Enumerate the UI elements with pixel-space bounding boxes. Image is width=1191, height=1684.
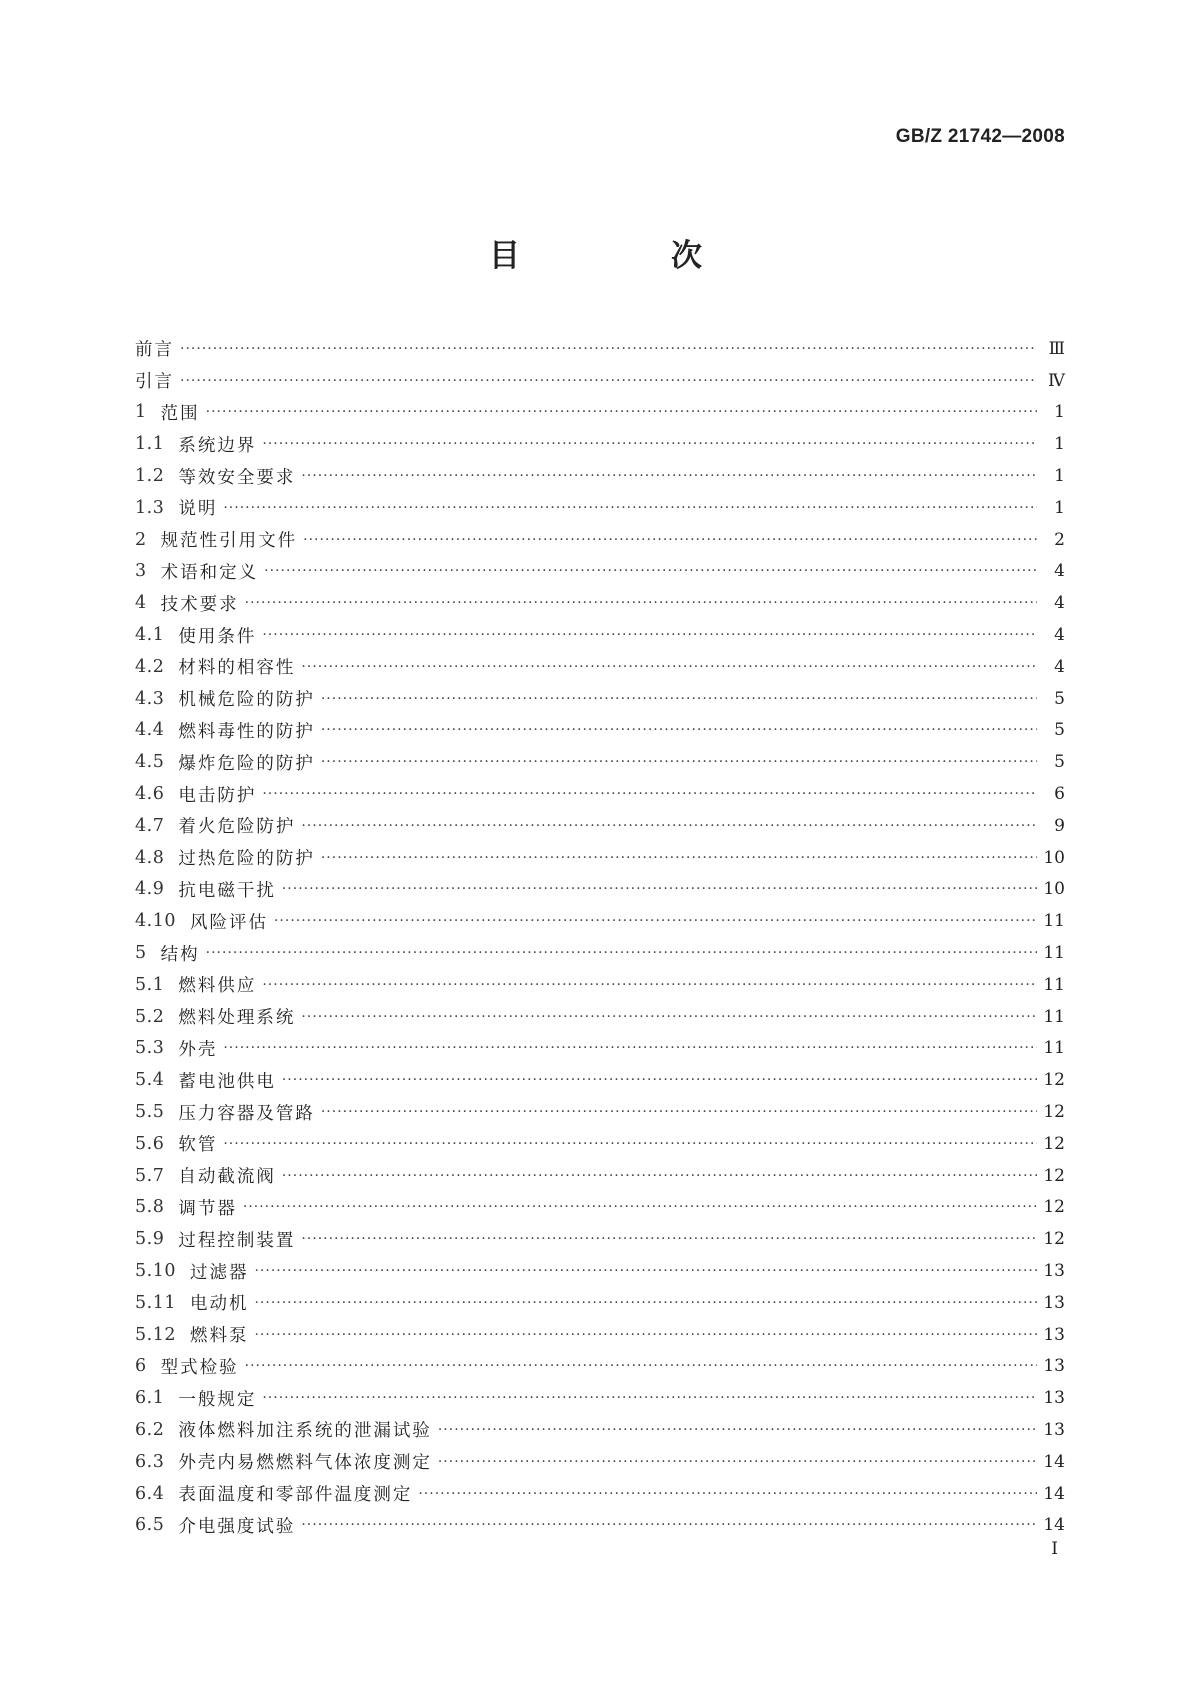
toc-entry-page: 13 bbox=[1043, 1356, 1065, 1377]
toc-entry-label: 材料的相容性 bbox=[178, 658, 296, 679]
toc-entry-label: 过滤器 bbox=[189, 1262, 249, 1283]
dot-leader bbox=[303, 532, 1037, 548]
toc-entry[interactable] bbox=[135, 874, 1065, 906]
toc-entry-label: 着火危险防护 bbox=[178, 817, 296, 838]
toc-entry-number: 5.4 bbox=[135, 1070, 165, 1091]
toc-entry-page: 1 bbox=[1054, 497, 1065, 518]
dot-leader bbox=[321, 691, 1037, 707]
toc-entry[interactable] bbox=[135, 1160, 1065, 1192]
toc-entry-number: 6.3 bbox=[135, 1451, 165, 1472]
dot-leader bbox=[321, 1104, 1037, 1120]
dot-leader bbox=[282, 1168, 1037, 1184]
toc-entry-page: 5 bbox=[1054, 688, 1065, 709]
toc-entry-label: 机械危险的防护 bbox=[178, 690, 315, 711]
toc-entry-number: 5.5 bbox=[135, 1102, 165, 1123]
toc-entry-page: Ⅳ bbox=[1048, 370, 1065, 391]
toc-entry-page: 11 bbox=[1043, 943, 1065, 964]
toc-entry-number: 3 bbox=[135, 561, 147, 582]
toc-entry-label: 结构 bbox=[160, 944, 200, 965]
dot-leader bbox=[243, 1199, 1037, 1215]
toc-entry[interactable] bbox=[135, 905, 1065, 937]
toc-entry-number: 1.2 bbox=[135, 466, 165, 487]
toc-entry[interactable] bbox=[135, 746, 1065, 778]
dot-leader bbox=[223, 1136, 1037, 1152]
toc-entry-page: 13 bbox=[1043, 1324, 1065, 1345]
toc-entry-page: 9 bbox=[1054, 815, 1065, 836]
toc-entry-label: 软管 bbox=[178, 1135, 218, 1156]
dot-leader bbox=[254, 1327, 1037, 1343]
toc-entry[interactable] bbox=[135, 1064, 1065, 1096]
dot-leader bbox=[223, 500, 1037, 516]
toc-entry-label: 术语和定义 bbox=[160, 562, 259, 583]
toc-entry-label: 过热危险的防护 bbox=[178, 849, 315, 870]
dot-leader bbox=[206, 404, 1037, 420]
toc-entry-number: 4.10 bbox=[135, 911, 176, 932]
toc-entry-label: 燃料泵 bbox=[189, 1326, 249, 1347]
toc-entry-label: 调节器 bbox=[178, 1198, 237, 1219]
toc-entry-page: 10 bbox=[1043, 879, 1065, 900]
toc-entry-number: 4.7 bbox=[135, 815, 165, 836]
toc-entry[interactable] bbox=[135, 810, 1065, 842]
toc-entry[interactable] bbox=[135, 365, 1065, 397]
toc-entry-page: 5 bbox=[1054, 752, 1065, 773]
toc-entry-number: 4.2 bbox=[135, 656, 165, 677]
dot-leader bbox=[262, 977, 1037, 993]
toc-entry-number: 2 bbox=[135, 529, 147, 550]
toc-entry[interactable] bbox=[135, 842, 1065, 874]
toc-entry-label: 燃料处理系统 bbox=[178, 1008, 296, 1029]
toc-entry-page: 11 bbox=[1043, 911, 1065, 932]
toc-entry[interactable] bbox=[135, 524, 1065, 556]
toc-entry-page: 14 bbox=[1043, 1515, 1065, 1536]
toc-entry[interactable] bbox=[135, 1446, 1065, 1478]
dot-leader bbox=[262, 786, 1037, 802]
toc-entry[interactable] bbox=[135, 1382, 1065, 1414]
dot-leader bbox=[245, 595, 1037, 611]
toc-entry-number: 4.3 bbox=[135, 688, 165, 709]
toc-entry[interactable] bbox=[135, 1287, 1065, 1319]
toc-entry-label: 电动机 bbox=[189, 1294, 249, 1315]
dot-leader bbox=[254, 1295, 1037, 1311]
toc-entry[interactable] bbox=[135, 397, 1065, 429]
dot-leader bbox=[301, 659, 1037, 675]
toc-entry-number: 6 bbox=[135, 1356, 147, 1377]
toc-entry-label: 说明 bbox=[178, 499, 218, 520]
toc-entry-page: 4 bbox=[1054, 656, 1065, 677]
dot-leader bbox=[301, 1517, 1037, 1533]
toc-entry-label: 过程控制装置 bbox=[178, 1230, 296, 1251]
dot-leader bbox=[321, 850, 1037, 866]
toc-entry[interactable] bbox=[135, 1096, 1065, 1128]
toc-entry-number: 5.12 bbox=[135, 1324, 176, 1345]
toc-entry-page: 1 bbox=[1054, 434, 1065, 455]
toc-entry-number: 4 bbox=[135, 593, 147, 614]
dot-leader bbox=[301, 468, 1037, 484]
toc-entry-label: 系统边界 bbox=[178, 435, 257, 456]
toc-entry-label: 外壳内易燃燃料气体浓度测定 bbox=[178, 1453, 432, 1474]
toc-entry-number: 6.5 bbox=[135, 1515, 165, 1536]
dot-leader bbox=[321, 722, 1037, 738]
toc-entry-page: 12 bbox=[1043, 1165, 1065, 1186]
toc-entry-number: 5.7 bbox=[135, 1165, 165, 1186]
toc-entry[interactable] bbox=[135, 683, 1065, 715]
toc-entry-label: 引言 bbox=[135, 372, 174, 393]
toc-entry-number: 5.1 bbox=[135, 974, 165, 995]
toc-entry[interactable] bbox=[135, 1351, 1065, 1383]
toc-entry-label: 等效安全要求 bbox=[178, 467, 296, 488]
toc-entry-label: 型式检验 bbox=[160, 1357, 239, 1378]
toc-entry-page: 13 bbox=[1043, 1261, 1065, 1281]
toc-entry-page: 14 bbox=[1043, 1483, 1065, 1504]
toc-entry[interactable] bbox=[135, 715, 1065, 747]
toc-entry-number: 5 bbox=[135, 943, 147, 964]
toc-entry-label: 技术要求 bbox=[160, 594, 239, 615]
toc-entry-label: 蓄电池供电 bbox=[178, 1071, 276, 1092]
toc-entry[interactable] bbox=[135, 333, 1065, 365]
toc-entry[interactable] bbox=[135, 1319, 1065, 1351]
toc-entry-number: 6.4 bbox=[135, 1483, 165, 1504]
toc-entry-label: 自动截流阀 bbox=[178, 1167, 276, 1188]
toc-entry[interactable] bbox=[135, 492, 1065, 524]
dot-leader bbox=[180, 373, 1037, 389]
toc-entry-page: 4 bbox=[1054, 561, 1065, 582]
toc-entry-number: 4.8 bbox=[135, 847, 165, 868]
toc-entry[interactable] bbox=[135, 969, 1065, 1001]
toc-entry-page: 5 bbox=[1054, 720, 1065, 741]
toc-entry-page: 14 bbox=[1043, 1451, 1065, 1472]
page-title: 目 次 bbox=[489, 238, 762, 274]
toc-entry-page: 4 bbox=[1054, 593, 1065, 614]
toc-entry-number: 6.1 bbox=[135, 1388, 165, 1409]
toc-entry[interactable] bbox=[135, 1509, 1065, 1541]
dot-leader bbox=[301, 1009, 1037, 1025]
toc-entry-page: 12 bbox=[1043, 1102, 1065, 1123]
dot-leader bbox=[254, 1263, 1037, 1279]
toc-entry-label: 爆炸危险的防护 bbox=[178, 753, 315, 774]
toc-entry-page: 12 bbox=[1043, 1133, 1065, 1154]
dot-leader bbox=[301, 818, 1037, 834]
toc-entry-page: 2 bbox=[1054, 529, 1065, 550]
dot-leader bbox=[418, 1486, 1037, 1502]
toc-entry[interactable] bbox=[135, 587, 1065, 619]
toc-entry-page: 4 bbox=[1054, 625, 1065, 646]
dot-leader bbox=[438, 1422, 1037, 1438]
toc-entry-page: 12 bbox=[1043, 1197, 1065, 1218]
toc-entry-label: 范围 bbox=[160, 403, 200, 424]
toc-entry-page: Ⅲ bbox=[1048, 338, 1065, 359]
toc-entry-label: 压力容器及管路 bbox=[178, 1103, 315, 1124]
toc-entry-page: 6 bbox=[1054, 784, 1065, 805]
toc-entry-number: 4.6 bbox=[135, 784, 165, 805]
dot-leader bbox=[206, 945, 1037, 961]
toc-entry-number: 4.1 bbox=[135, 625, 165, 646]
toc-entry[interactable] bbox=[135, 1414, 1065, 1446]
toc-entry-label: 一般规定 bbox=[178, 1389, 257, 1410]
toc-entry-label: 燃料毒性的防护 bbox=[178, 721, 315, 742]
dot-leader bbox=[180, 341, 1037, 357]
toc-entry-label: 外壳 bbox=[178, 1039, 218, 1060]
toc-entry-page: 13 bbox=[1043, 1292, 1065, 1313]
toc-entry[interactable] bbox=[135, 460, 1065, 492]
toc-entry-number: 5.6 bbox=[135, 1133, 165, 1154]
toc-entry-number: 5.3 bbox=[135, 1038, 165, 1059]
toc-entry-page: 11 bbox=[1043, 974, 1065, 995]
toc-entry[interactable] bbox=[135, 428, 1065, 460]
toc-entry-label: 规范性引用文件 bbox=[160, 531, 298, 552]
dot-leader bbox=[282, 1072, 1037, 1088]
table-of-contents bbox=[135, 333, 1065, 1541]
toc-entry-number: 6.2 bbox=[135, 1419, 165, 1440]
toc-entry[interactable] bbox=[135, 1255, 1065, 1287]
toc-entry-number: 4.4 bbox=[135, 720, 165, 741]
toc-entry-number: 5.9 bbox=[135, 1229, 165, 1250]
dot-leader bbox=[223, 1040, 1037, 1056]
toc-entry-page: 11 bbox=[1043, 1006, 1065, 1027]
dot-leader bbox=[245, 1358, 1037, 1374]
toc-entry-label: 抗电磁干扰 bbox=[178, 880, 276, 901]
toc-entry-number: 5.10 bbox=[135, 1261, 176, 1281]
toc-entry[interactable] bbox=[135, 1478, 1065, 1510]
dot-leader bbox=[282, 881, 1037, 897]
toc-entry[interactable] bbox=[135, 1192, 1065, 1224]
dot-leader bbox=[301, 1231, 1037, 1247]
toc-entry[interactable] bbox=[135, 778, 1065, 810]
toc-entry[interactable] bbox=[135, 1033, 1065, 1065]
toc-entry-label: 介电强度试验 bbox=[178, 1516, 296, 1537]
dot-leader bbox=[262, 436, 1037, 452]
toc-entry-number: 1 bbox=[135, 402, 147, 423]
toc-entry-label: 表面温度和零部件温度测定 bbox=[178, 1485, 413, 1506]
toc-entry-label: 前言 bbox=[135, 340, 174, 361]
toc-entry-number: 5.2 bbox=[135, 1006, 165, 1027]
dot-leader bbox=[262, 627, 1037, 643]
toc-entry-number: 5.11 bbox=[135, 1292, 176, 1313]
toc-entry-page: 11 bbox=[1043, 1038, 1065, 1059]
toc-entry-label: 燃料供应 bbox=[178, 976, 257, 997]
page-number: I bbox=[1051, 1539, 1058, 1559]
dot-leader bbox=[262, 1390, 1037, 1406]
toc-entry-number: 1.3 bbox=[135, 497, 165, 518]
toc-entry-number: 5.8 bbox=[135, 1197, 165, 1218]
dot-leader bbox=[274, 913, 1037, 929]
dot-leader bbox=[438, 1454, 1037, 1470]
toc-entry-page: 1 bbox=[1054, 402, 1065, 423]
toc-entry-page: 10 bbox=[1043, 847, 1065, 868]
toc-entry[interactable] bbox=[135, 1128, 1065, 1160]
toc-entry-page: 12 bbox=[1043, 1070, 1065, 1091]
toc-entry-number: 1.1 bbox=[135, 434, 165, 455]
toc-entry[interactable] bbox=[135, 651, 1065, 683]
dot-leader bbox=[321, 754, 1037, 770]
toc-entry-page: 1 bbox=[1054, 466, 1065, 487]
toc-entry-label: 液体燃料加注系统的泄漏试验 bbox=[178, 1421, 432, 1442]
toc-entry-label: 电击防护 bbox=[178, 785, 257, 806]
toc-entry-number: 4.9 bbox=[135, 879, 165, 900]
toc-entry[interactable] bbox=[135, 1001, 1065, 1033]
toc-entry[interactable] bbox=[135, 556, 1065, 588]
toc-entry-page: 13 bbox=[1043, 1388, 1065, 1409]
dot-leader bbox=[264, 563, 1037, 579]
toc-entry-label: 风险评估 bbox=[189, 912, 268, 933]
toc-entry[interactable] bbox=[135, 937, 1065, 969]
standard-code: GB/Z 21742—2008 bbox=[895, 126, 1065, 147]
toc-entry-label: 使用条件 bbox=[178, 626, 257, 647]
toc-entry-page: 12 bbox=[1043, 1229, 1065, 1250]
toc-entry-number: 4.5 bbox=[135, 752, 165, 773]
toc-entry[interactable] bbox=[135, 1223, 1065, 1255]
toc-entry-page: 13 bbox=[1043, 1419, 1065, 1440]
toc-entry[interactable] bbox=[135, 619, 1065, 651]
